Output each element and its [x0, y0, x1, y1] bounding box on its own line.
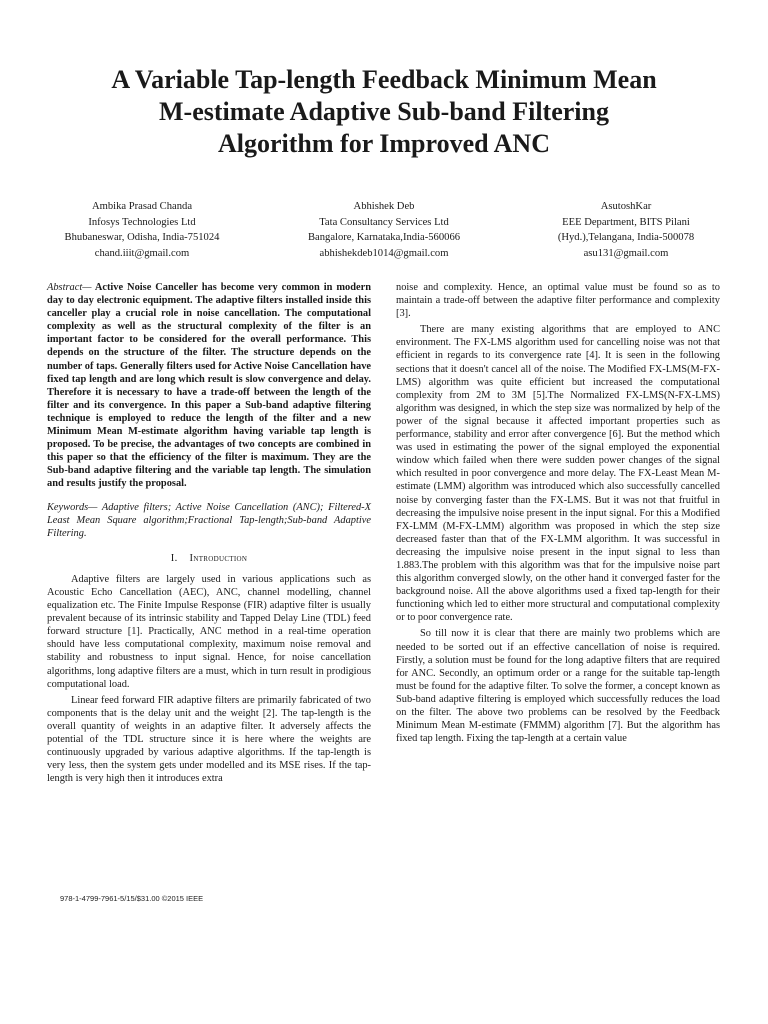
abstract-text: Active Noise Canceller has become very common in modern day to day electronic equipment. The adaptive filters installed inside this canceller play a crucial role in noise cancellation. The computational complexity as well as the structural complexity of the filter is an important factor to be considered for the overall performance. This depends on the structure of the filter. The structure depends on the number of taps. Generally filters used for Active Noise Cancellation have fixed tap length and are long which result is slow convergence and delay. Therefore it is necessary to have a trade-off between the length of the filter and its convergence. In this paper a Sub-band adaptive filtering technique is employed to reduce the length of the filter and a new Minimum Mean M-estimate algorithm having variable tap length is proposed. To be precise, the advantages of two concepts are combined in this paper so that the efficiency of the filter is maximum. They are the Sub-band adaptive filtering and the variable tap length. The simulation and results justify the proposal.	[47, 282, 371, 490]
left-column	[47, 281, 371, 785]
section-number: I.	[170, 552, 178, 564]
author-email: asu131@gmail.com	[583, 247, 669, 259]
section-heading-introduction	[47, 552, 371, 565]
right-paragraph-1: noise and complexity. Hence, an optimal value must be found so as to maintain a trade-off between the adaptive filter performance and complexity [3].	[396, 282, 720, 320]
abstract	[47, 281, 371, 491]
author-address: (Hyd.),Telangana, India-500078	[557, 232, 695, 243]
copyright-footer: 978-1-4799-7961-5/15/$31.00 ©2015 IEEE	[60, 894, 204, 903]
author-affiliation: EEE Department, BITS Pilani	[562, 216, 690, 228]
author-block	[28, 199, 740, 261]
author-name: AsutoshKar	[600, 201, 652, 212]
author-email: chand.iiit@gmail.com	[94, 247, 190, 259]
intro-paragraph-1: Adaptive filters are largely used in various applications such as Acoustic Echo Cancellation (AEC), ANC, channel modelling, channel equalization etc. The Finite Impulse Response (FIR) adaptive filter is usually prevalent because of its intrinsic stability and Tapped Delay Line (TDL) feed forward structure [1]. Practically, ANC method in a real-time operation should have less computational complexity, maximum noise removal and stability and robustness to input signal. Hence, for noise cancellation algorithms, long adaptive filters are a must, which in turn result in prodigious computational load.	[47, 573, 371, 690]
title-line-1: A Variable Tap-length Feedback Minimum Mean	[111, 65, 657, 94]
keywords-label: Keywords—	[47, 501, 98, 513]
author-3	[512, 199, 740, 261]
section-title: Introduction	[189, 552, 248, 564]
author-email: abhishekdeb1014@gmail.com	[319, 247, 449, 259]
author-name: Ambika Prasad Chanda	[91, 201, 193, 212]
author-affiliation: Infosys Technologies Ltd	[88, 216, 196, 228]
title-line-2: M-estimate Adaptive Sub-band Filtering	[159, 97, 609, 126]
author-address: Bangalore, Karnataka,India-560066	[307, 232, 461, 243]
right-paragraph-3: So till now it is clear that there are mainly two problems which are needed to be sorted out if an effective cancellation of noise is required. Firstly, a solution must be found for the long adaptive filters that are required for ANC. Secondly, an optimum order or a range for the suitable tap-length must be found for the adaptive filter. To solve the former, a concept known as Sub-band adaptive filtering is employed which successfully reduces the load on the filter. The above two problems can be resolved by the Feedback Minimum Mean M-estimate (FMMM) algorithm [7]. But the algorithm has fixed tap length. Fixing the tap-length at a certain value	[396, 628, 720, 745]
author-address: Bhubaneswar, Odisha, India-751024	[64, 232, 220, 243]
author-1	[28, 199, 256, 261]
right-column	[396, 281, 720, 745]
author-name: Abhishek Deb	[353, 201, 415, 212]
keywords-text: Adaptive filters; Active Noise Cancellation (ANC); Filtered-X Least Mean Square algorithm;Fractional Tap-length;Sub-band Adaptive Filtering.	[47, 501, 371, 539]
author-affiliation: Tata Consultancy Services Ltd	[319, 216, 449, 228]
right-paragraph-2: There are many existing algorithms that are employed to ANC environment. The FX-LMS algorithm used for cancelling noise was not that efficient in regards to its convergence rate [4]. It is seen in the following sections that it doesn't cancel all of the noise. The Modified FX-LMS(M-FX-LMS) algorithm was quite efficient but increased the computational complexity from 2M to 3M [5].The Normalized FX-LMS(N-FX-LMS) algorithm was designed, in which the step size was normalized by help of the power of the signal because it affected important properties such as performance, stability and error after convergence [6]. But the method which was used in estimating the power of the signal employed the exponential window which failed when there were sudden power changes of the signal which resulted in poor convergence and more delay. The FX-Least Mean M-estimate (LMM) algorithm was introduced which also successfully cancelled noise by converging faster than the FX-LMS. But it was not that fruitful in decreasing the impulsive noise present in the input signal. For this a Modified FX-LMM (M-FX-LMM) algorithm was proposed in which the step size decreased faster than that of the FX-LMM algorithm. It was successful in decreasing the impulsive noise present in the input signal to less than 1.883.The problem with this algorithm was that for the impulsive noise part this algorithm converged slowly, on the other hand it converged faster for the background noise. All the above algorithms used a fixed tap-length for their functioning which led to either more structural and computational complexity or to poor convergence rate.	[396, 324, 720, 624]
author-2	[270, 199, 498, 261]
keywords	[47, 501, 371, 540]
intro-paragraph-2: Linear feed forward FIR adaptive filters are primarily fabricated of two components that is the delay unit and the weight [2]. The tap-length is the overall quantity of weights in an adaptive filter. It adversely affects the potential of the TDL structure since it is here where the weights are continuously upgraded by various adaptive algorithms. If the tap-length is very less, then the system gets under modelled and its MSE rises. If the tap-length is very high then it introduces extra	[47, 694, 371, 785]
title-line-3: Algorithm for Improved ANC	[218, 129, 550, 158]
abstract-label: Abstract—	[47, 282, 92, 293]
paper-title	[40, 64, 728, 160]
